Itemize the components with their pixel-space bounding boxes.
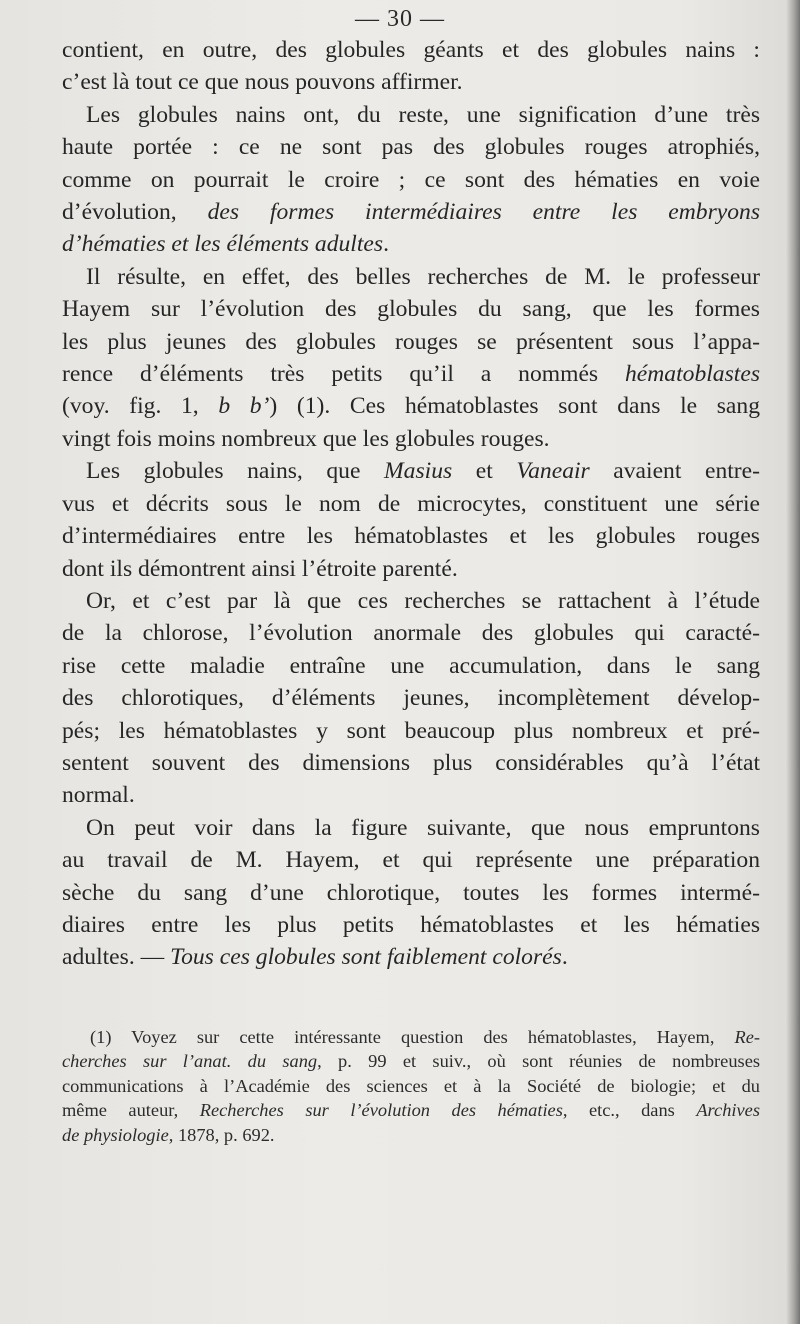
text-line: Or, et c’est par là que ces recherches se rattachent à l’étude (86, 587, 760, 614)
text-line: sèche du sang d’une chlorotique, toutes les formes intermé- (62, 879, 760, 906)
text-line: les plus jeunes des globules rouges se présentent sous l’appa- (62, 328, 760, 355)
text-line: au travail de M. Hayem, et qui représente une préparation (62, 847, 760, 874)
text-run: rence d’éléments très petits qu’il a nommés (62, 361, 625, 388)
text-run: , etc., dans (562, 1100, 697, 1121)
text-line (62, 196, 760, 228)
text-line: On peut voir dans la figure suivante, que nous empruntons (86, 814, 760, 841)
text-line: d’intermédiaires entre les hématoblastes et les globules rouges (62, 523, 760, 550)
footnote-line (62, 1025, 760, 1049)
text-line: c’est là tout ce que nous pouvons affirmer. (62, 69, 463, 96)
footnote-line: communications à l’Académie des sciences et à la Société de biologie; et du (62, 1075, 760, 1096)
text-line (62, 941, 760, 973)
text-run: adultes. — (62, 944, 171, 971)
text-run: (voy. fig. 1, (62, 393, 219, 420)
italic-text: Re- (734, 1027, 760, 1047)
text-line: dont ils démontrent ainsi l’étroite parenté. (62, 555, 458, 582)
footnote-line (62, 1123, 760, 1147)
footnote-line (62, 1098, 760, 1122)
italic-text: hématoblastes (625, 361, 760, 388)
text-line: Les globules nains ont, du reste, une signification d’une très (86, 101, 760, 128)
text-line (62, 228, 760, 260)
text-run: et (452, 458, 517, 485)
text-run: même auteur, (62, 1100, 200, 1121)
page-number: — 30 — (355, 6, 445, 32)
text-line (62, 358, 760, 390)
text-line (62, 390, 760, 422)
text-line: comme on pourrait le croire ; ce sont des hématies en voie (62, 166, 760, 193)
text-run: . (561, 944, 568, 971)
italic-text: des formes intermédiaires entre les embryons (207, 199, 761, 226)
text-line: Il résulte, en effet, des belles recherches de M. le professeur (86, 263, 760, 290)
text-run: . (383, 231, 389, 258)
italic-text: b b’ (218, 393, 270, 420)
text-line: rise cette maladie entraîne une accumulation, dans le sang (62, 652, 760, 679)
text-line: diaires entre les plus petits hématoblastes et les hématies (62, 911, 760, 938)
text-line: des chlorotiques, d’éléments jeunes, incomplètement dévelop- (62, 685, 760, 712)
footnote-line (62, 1049, 760, 1073)
text-line: vingt fois moins nombreux que les globules rouges. (62, 425, 550, 452)
italic-text: Archives (696, 1100, 760, 1121)
text-run: d’évolution, (62, 199, 208, 226)
body-text (62, 34, 760, 974)
text-line: vus et décrits sous le nom de microcytes, constituent une série (62, 490, 760, 517)
italic-text: cherches sur l’anat. du sang (62, 1051, 318, 1072)
text-line: contient, en outre, des globules géants et des globules nains : (62, 37, 760, 63)
footnotes (62, 1025, 760, 1147)
text-line: pés; les hématoblastes y sont beaucoup plus nombreux et pré- (62, 717, 760, 744)
text-line (62, 455, 760, 487)
text-run: , 1878, p. 692. (168, 1124, 275, 1145)
text-run: , p. 99 et suiv., où sont réunies de nombreuses (317, 1051, 761, 1072)
text-line: haute portée : ce ne sont pas des globules rouges atrophiés, (62, 134, 760, 161)
text-run: avaient entre- (589, 458, 760, 485)
italic-text: Masius (384, 458, 453, 485)
italic-text: de physiologie (62, 1124, 169, 1145)
page-edge-shadow (786, 0, 800, 1324)
text-run: Les globules nains, que (86, 458, 385, 485)
text-line: normal. (62, 782, 135, 809)
text-line: Hayem sur l’évolution des globules du sang, que les formes (62, 296, 760, 323)
italic-text: d’hématies et les éléments adultes (62, 231, 384, 258)
italic-text: Vaneair (516, 458, 590, 485)
italic-text: Tous ces globules sont faiblement colorés (170, 944, 562, 971)
text-line: de la chlorose, l’évolution anormale des globules qui caracté- (62, 620, 760, 647)
text-line: sentent souvent des dimensions plus considérables qu’à l’état (62, 749, 760, 776)
text-run: (1) Voyez sur cette intéressante question des hématoblastes, Hayem, (90, 1027, 735, 1047)
italic-text: Recherches sur l’évolution des hématies (199, 1100, 563, 1121)
text-run: ) (1). Ces hématoblastes sont dans le sang (269, 393, 760, 420)
